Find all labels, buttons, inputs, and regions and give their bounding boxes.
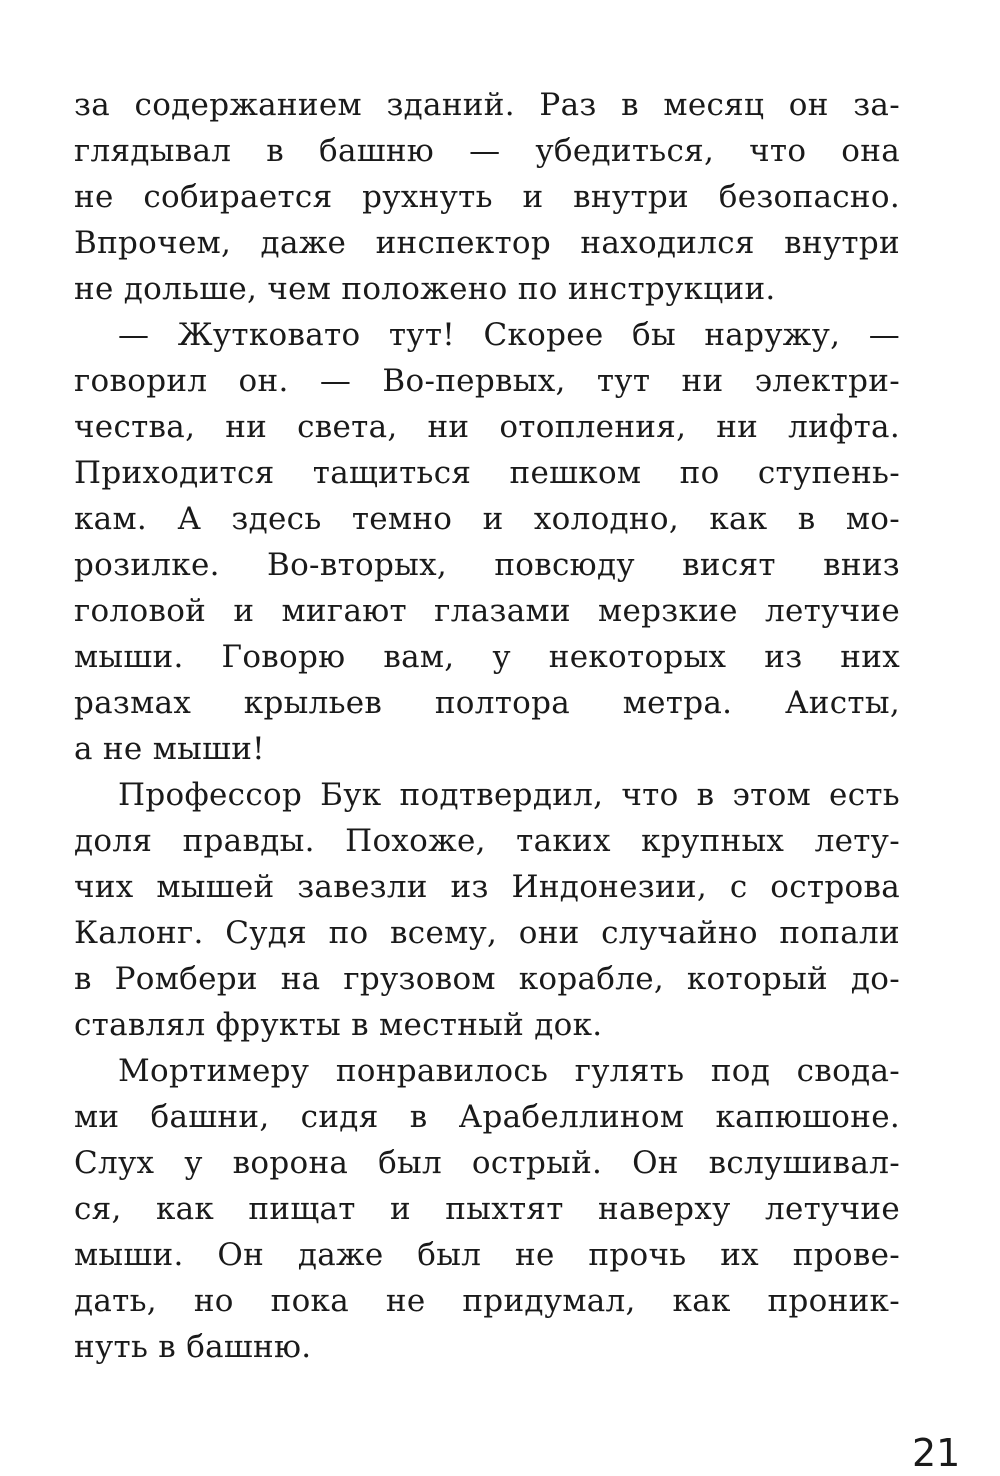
- text-line: кам. А здесь темно и холодно, как в мо-: [74, 501, 900, 537]
- text-line: Профессор Бук подтвердил, что в этом есть: [118, 777, 900, 813]
- page-number: 21: [912, 1431, 961, 1475]
- text-line: говорил он. — Во-первых, тут ни электри-: [74, 363, 900, 399]
- text-line: чих мышей завезли из Индонезии, с острова: [74, 869, 900, 905]
- text-line: — Жутковато тут! Скорее бы наружу, —: [118, 317, 900, 353]
- page-body: [74, 82, 900, 1370]
- text-line: ми башни, сидя в Арабеллином капюшоне.: [74, 1099, 900, 1135]
- text-line: Мортимеру понравилось гулять под свода-: [118, 1053, 900, 1089]
- text-line: Калонг. Судя по всему, они случайно попали: [74, 915, 900, 951]
- text-line: глядывал в башню — убедиться, что она: [74, 133, 900, 169]
- text-line: не собирается рухнуть и внутри безопасно.: [74, 179, 900, 215]
- text-line: ставлял фрукты в местный док.: [74, 1007, 603, 1043]
- text-line: Приходится тащиться пешком по ступень-: [74, 455, 900, 491]
- text-line: Впрочем, даже инспектор находился внутри: [74, 225, 900, 261]
- paragraph-2: [74, 312, 900, 772]
- text-line: в Ромбери на грузовом корабле, который до-: [74, 961, 900, 997]
- text-line: розилке. Во-вторых, повсюду висят вниз: [74, 547, 900, 583]
- paragraph-1: [74, 82, 900, 312]
- text-line: за содержанием зданий. Раз в месяц он за-: [74, 87, 900, 123]
- text-line: ся, как пищат и пыхтят наверху летучие: [74, 1191, 900, 1227]
- text-line: не дольше, чем положено по инструкции.: [74, 271, 776, 307]
- text-line: Слух у ворона был острый. Он вслушивал-: [74, 1145, 900, 1181]
- paragraph-4: [74, 1048, 900, 1370]
- text-line: дать, но пока не придумал, как проник-: [74, 1283, 900, 1319]
- text-line: размах крыльев полтора метра. Аисты,: [74, 685, 900, 721]
- text-line: доля правды. Похоже, таких крупных лету-: [74, 823, 900, 859]
- paragraph-3: [74, 772, 900, 1048]
- text-line: нуть в башню.: [74, 1329, 312, 1365]
- text-line: чества, ни света, ни отопления, ни лифта.: [74, 409, 900, 445]
- text-line: а не мыши!: [74, 731, 265, 767]
- text-line: головой и мигают глазами мерзкие летучие: [74, 593, 900, 629]
- text-line: мыши. Он даже был не прочь их прове-: [74, 1237, 900, 1273]
- text-line: мыши. Говорю вам, у некоторых из них: [74, 639, 900, 675]
